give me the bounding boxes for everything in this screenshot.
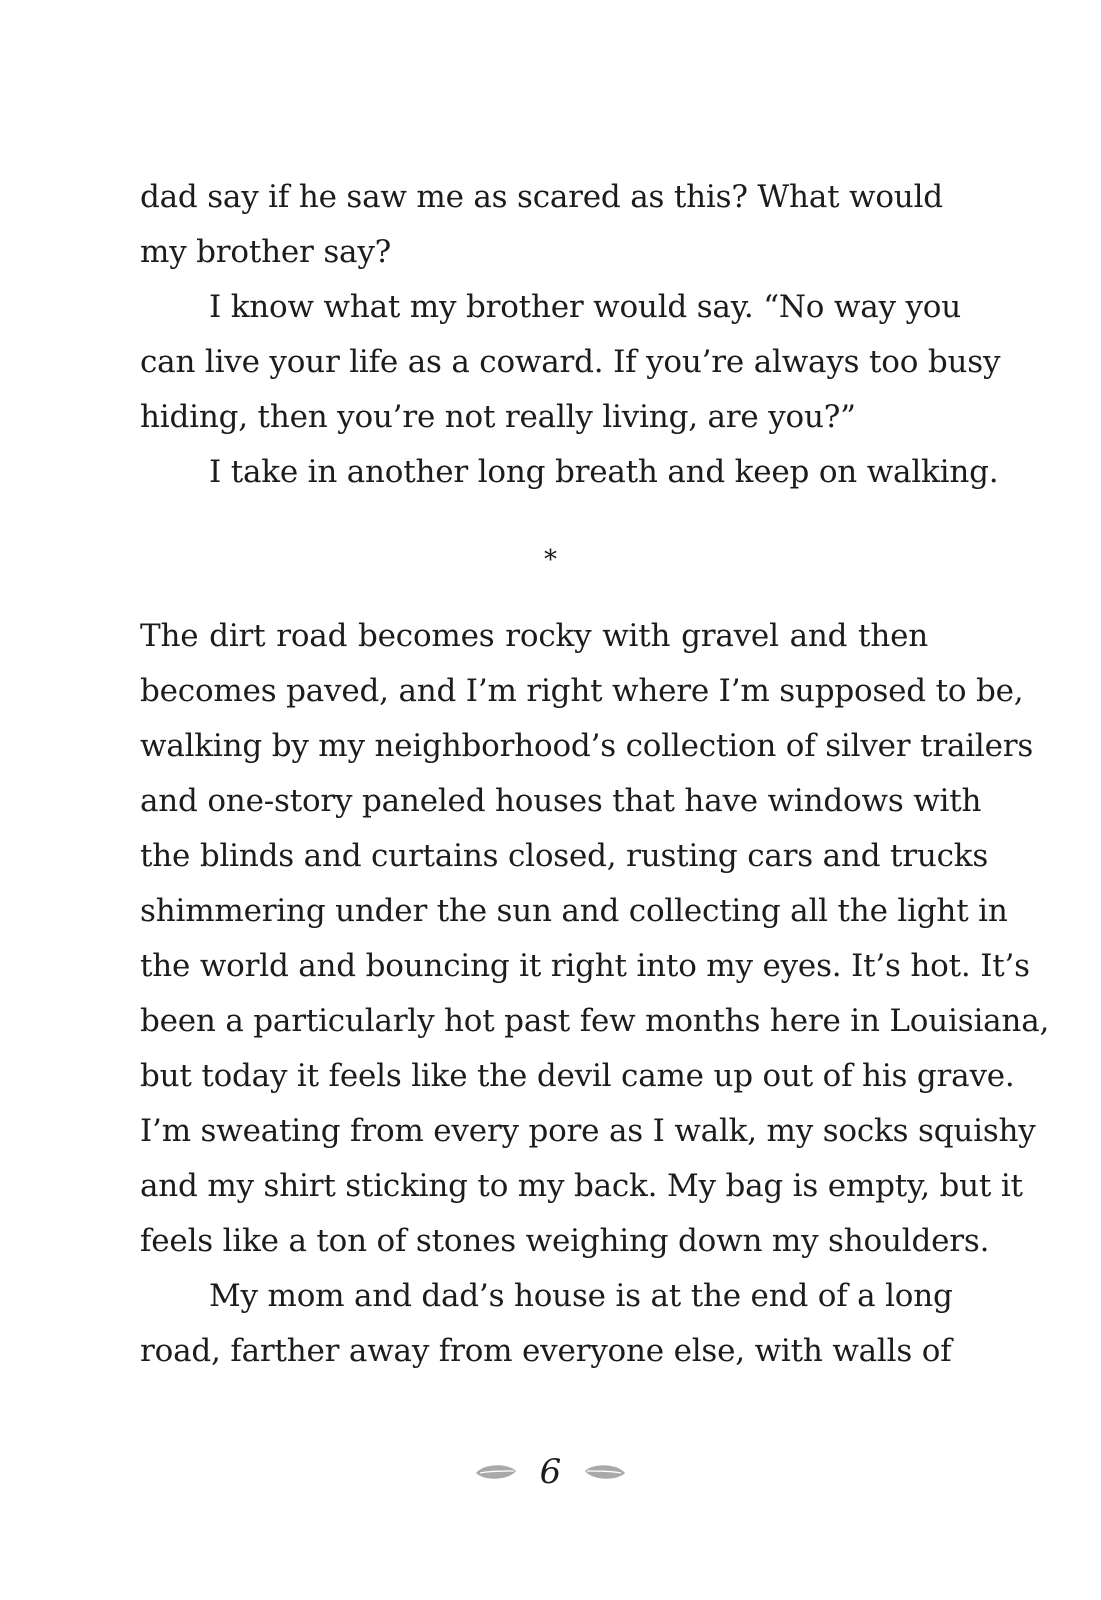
- text-line: hiding, then you’re not really living, are you?”: [140, 399, 856, 435]
- folio: [0, 1450, 1101, 1494]
- text-line: road, farther away from everyone else, with walls of: [140, 1333, 952, 1369]
- text-line: My mom and dad’s house is at the end of a long: [209, 1278, 953, 1314]
- text-line: dad say if he saw me as scared as this? What would: [140, 179, 943, 215]
- text-line: I’m sweating from every pore as I walk, my socks squishy: [140, 1113, 1036, 1149]
- leaf-ornament-icon: [583, 1462, 627, 1482]
- text-line: been a particularly hot past few months here in Louisiana,: [140, 1003, 1050, 1039]
- leaf-ornament-icon: [474, 1462, 518, 1482]
- text-line: the blinds and curtains closed, rusting cars and trucks: [140, 838, 989, 874]
- page-number: 6: [539, 1452, 562, 1492]
- text-line: can live your life as a coward. If you’re always too busy: [140, 344, 1001, 380]
- text-line: I take in another long breath and keep on walking.: [209, 454, 999, 490]
- text-line: The dirt road becomes rocky with gravel and then: [140, 618, 928, 654]
- text-line: walking by my neighborhood’s collection of silver trailers: [140, 728, 1034, 764]
- text-line: I know what my brother would say. “No way you: [209, 289, 962, 325]
- text-line: and one-story paneled houses that have windows with: [140, 783, 982, 819]
- text-line: but today it feels like the devil came up out of his grave.: [140, 1058, 1015, 1094]
- text-line: my brother say?: [140, 234, 392, 270]
- text-line: shimmering under the sun and collecting all the light in: [140, 893, 1008, 929]
- scene-break: *: [544, 545, 557, 575]
- text-line: and my shirt sticking to my back. My bag is empty, but it: [140, 1168, 1023, 1204]
- text-line: the world and bouncing it right into my eyes. It’s hot. It’s: [140, 948, 1030, 984]
- text-line: becomes paved, and I’m right where I’m supposed to be,: [140, 673, 1024, 709]
- text-line: feels like a ton of stones weighing down my shoulders.: [140, 1223, 990, 1259]
